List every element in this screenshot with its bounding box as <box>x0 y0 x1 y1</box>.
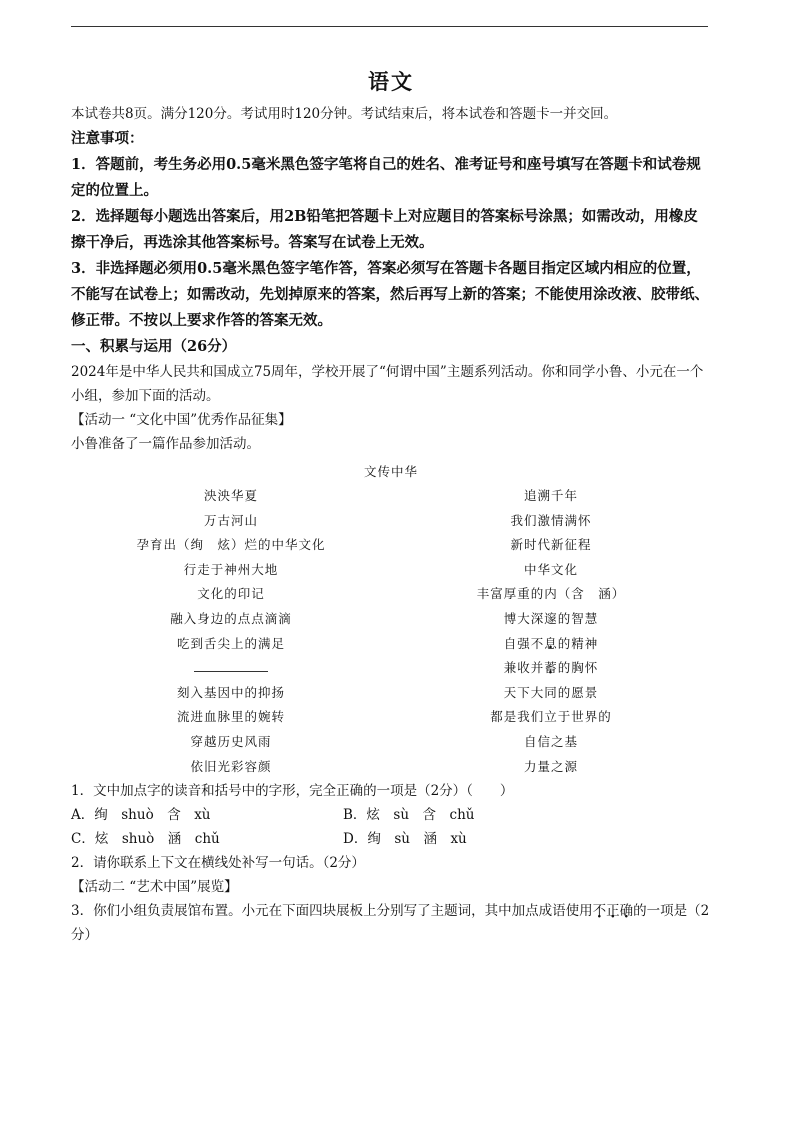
activity2-heading: 【活动二 “艺术中国”展览】 <box>71 879 238 896</box>
page-title: 语文 <box>368 69 414 94</box>
poem-line: 依旧光彩容颜 <box>190 758 272 774</box>
q3-text: 的一项是（2分） <box>71 903 710 944</box>
poem-text: 我们激情满怀 <box>510 512 592 528</box>
poem-line: 穿越历史风雨 <box>190 733 272 749</box>
activity1-text: 小鲁准备了一篇作品参加活动。 <box>71 436 260 452</box>
poem-text: 兼收并 <box>503 660 545 676</box>
poem-line: 刻入基因中的抑扬 <box>176 684 285 700</box>
poem-blank-line <box>71 656 391 681</box>
notice-item: 3．非选择题必须用0.5毫米黑色签字笔作答，答案必须写在答题卡各题目指定区域内相应的位置，不能写在试卷上；如需改动，先划掉原来的答案，然后再写上新的答案；不能使用涂改液、胶带纸、修正带。不按以上要求作答的答案无效。 <box>71 260 709 329</box>
poem-text: 中华文化 <box>523 561 578 577</box>
poem-line: 万古河山 <box>203 512 258 528</box>
poem-line: 融入身边的点点滴滴 <box>170 610 292 626</box>
poem-line: 行走于神州大地 <box>183 561 279 577</box>
question-2: 2．请你联系上下文在横线处补写一句话。（2分） <box>71 855 365 872</box>
poem-title: 文传中华 <box>363 464 418 479</box>
poem-line <box>391 705 711 730</box>
poem-line: 吃到舌尖上的满足 <box>176 635 285 651</box>
notice-heading: 注意事项： <box>71 130 144 147</box>
activity1-heading: 【活动一 “文化中国”优秀作品征集】 <box>71 412 292 428</box>
q1-options-row <box>71 803 711 827</box>
poem-line: 孕育出（绚 炫）烂的中华文化 <box>136 537 326 553</box>
dotted-char: 息 <box>544 635 558 651</box>
option-c: C．炫 shuò 涵 chǔ <box>71 831 220 848</box>
context-text: 2024年是中华人民共和国成立75周年，学校开展了“何谓中国”主题系列活动。你和同学小鲁、小元在一个小组，参加下面的活动。 <box>71 364 704 404</box>
poem-text: 都是我们立于世界的 <box>490 709 612 725</box>
poem-right-column <box>391 484 711 779</box>
poem-line <box>391 607 711 632</box>
q3-text: 3．你们小组负责展馆布置。小元在下面四块展板上分别写了主题词，其中加点成语使用 <box>71 903 593 920</box>
poem-line <box>391 582 711 607</box>
poem-line <box>391 632 711 657</box>
poem-line: 泱泱华夏 <box>203 488 258 503</box>
poem-left-column <box>71 484 391 779</box>
poem-text: 自信之基 <box>523 733 578 749</box>
notice-item: 2．选择题每小题选出答案后，用2B铅笔把答题卡上对应题目的答案标号涂黑；如需改动，用橡皮擦干净后，再选涂其他答案标号。答案写在试卷上无效。 <box>71 208 698 251</box>
poem-line <box>391 755 711 780</box>
dotted-char: 确 <box>619 903 634 920</box>
poem-line <box>391 509 711 534</box>
header-rule <box>71 26 708 27</box>
poem-text: 的胸怀 <box>557 660 599 676</box>
option-b: B．炫 sù 含 chǔ <box>343 807 475 824</box>
poem-text: 的精神 <box>557 635 599 651</box>
poem-line <box>391 558 711 583</box>
poem-line <box>391 656 711 681</box>
poem-line: 文化的印记 <box>197 586 265 602</box>
question-3 <box>71 899 711 947</box>
question-1: 1．文中加点字的读音和括号中的字形，完全正确的一项是（2分）（ ） <box>71 783 514 800</box>
poem-text: 力量之源 <box>523 758 578 774</box>
poem-text: 博大深邃的智慧 <box>503 610 599 626</box>
section-heading: 一、积累与运用（26分） <box>71 338 237 355</box>
poem-line <box>391 730 711 755</box>
fill-in-blank <box>194 658 268 672</box>
option-d: D．绚 sù 涵 xù <box>343 831 467 848</box>
notice-item: 1．答题前，考生务必用0.5毫米黑色签字笔将自己的姓名、准考证号和座号填写在答题卡和试卷规定的位置上。 <box>71 156 701 199</box>
poem-text: 新时代新征程 <box>510 537 592 553</box>
exam-intro: 本试卷共8页。满分120分。考试用时120分钟。考试结束后，将本试卷和答题卡一并交回。 <box>71 106 618 122</box>
exam-page <box>71 66 711 947</box>
poem <box>71 484 711 779</box>
poem-line <box>391 533 711 558</box>
poem-text: 天下大同的愿景 <box>503 684 599 700</box>
dotted-char: 不 <box>592 903 607 920</box>
poem-line <box>391 484 711 509</box>
poem-text: 自强不 <box>503 635 545 651</box>
option-a: A．绚 shuò 含 xù <box>71 807 211 824</box>
poem-text: 丰富厚重的内（含 涵） <box>476 586 626 602</box>
dotted-char: 蓄 <box>544 660 558 676</box>
poem-text: 追溯千年 <box>523 488 578 503</box>
dotted-char: 正 <box>606 903 620 920</box>
q1-options-row <box>71 827 711 851</box>
poem-line: 流进血脉里的婉转 <box>176 709 285 725</box>
